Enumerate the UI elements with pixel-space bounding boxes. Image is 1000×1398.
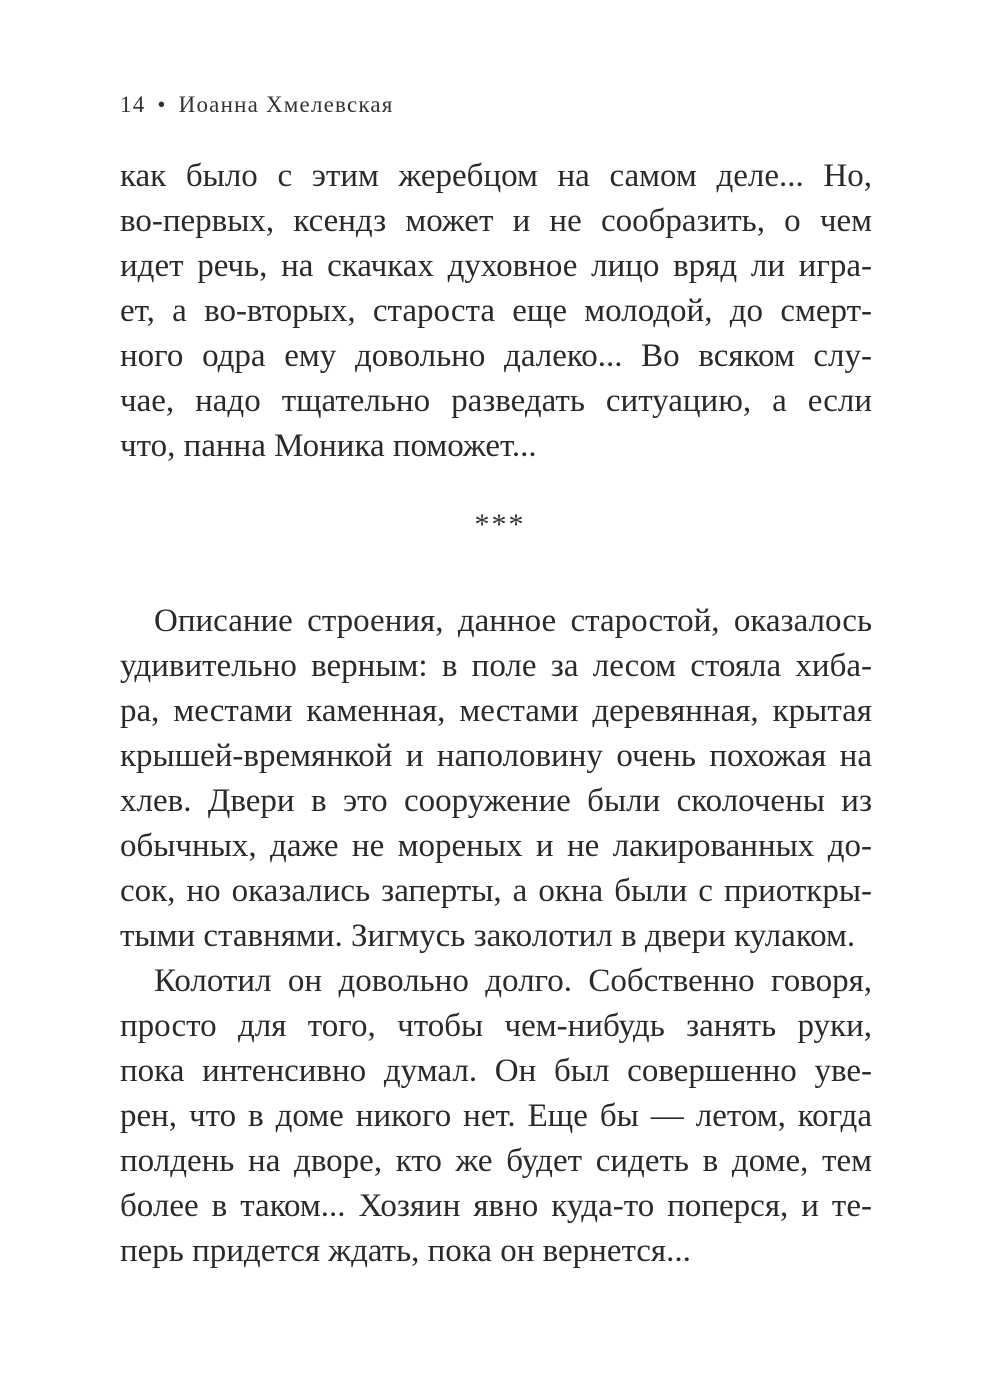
text-line: сок, но оказались заперты, а окна были с приоткры- xyxy=(120,873,872,909)
text-line: идет речь, на скачках духовное лицо вряд ли игра- xyxy=(120,248,872,284)
header-separator: • xyxy=(157,92,167,117)
paragraph-continued xyxy=(120,154,872,469)
text-line: пока интенсивно думал. Он был совершенно уве- xyxy=(120,1053,872,1089)
text-line: во-первых, ксендз может и не сообразить, о чем xyxy=(120,203,872,239)
text-line: перь придется ждать, пока он вернется... xyxy=(120,1233,691,1269)
text-line: как было с этим жеребцом на самом деле... Но, xyxy=(120,158,872,194)
section-divider: *** xyxy=(474,508,526,541)
page-number: 14 xyxy=(120,92,146,117)
text-line: более в таком... Хозяин явно куда-то поперся, и те- xyxy=(120,1188,872,1224)
text-line: тыми ставнями. Зигмусь заколотил в двери кулаком. xyxy=(120,918,856,954)
text-line: рен, что в доме никого нет. Еще бы — летом, когда xyxy=(120,1098,872,1134)
text-line: ра, местами каменная, местами деревянная, крытая xyxy=(120,693,872,729)
text-line: хлев. Двери в это сооружение были сколочены из xyxy=(120,783,872,819)
author-name: Иоанна Хмелевская xyxy=(178,92,394,117)
text-line: крышей-времянкой и наполовину очень похожая на xyxy=(120,738,872,774)
text-line: ного одра ему довольно далеко... Во всяком слу- xyxy=(120,338,872,374)
paragraphs-section xyxy=(120,599,872,1274)
text-line: что, панна Моника поможет... xyxy=(120,428,537,464)
text-line: чае, надо тщательно разведать ситуацию, а если xyxy=(120,383,872,419)
text-line: обычных, даже не мореных и не лакированных до- xyxy=(120,828,872,864)
text-line: просто для того, чтобы чем-нибудь занять руки, xyxy=(120,1008,872,1044)
text-line: Описание строения, данное старостой, оказалось xyxy=(154,603,872,639)
text-line: Колотил он довольно долго. Собственно говоря, xyxy=(154,963,872,999)
text-line: ет, а во-вторых, староста еще молодой, до смерт- xyxy=(120,293,872,329)
running-head xyxy=(120,92,394,118)
text-line: удивительно верным: в поле за лесом стояла хиба- xyxy=(120,648,872,684)
text-line: полдень на дворе, кто же будет сидеть в доме, тем xyxy=(120,1143,872,1179)
